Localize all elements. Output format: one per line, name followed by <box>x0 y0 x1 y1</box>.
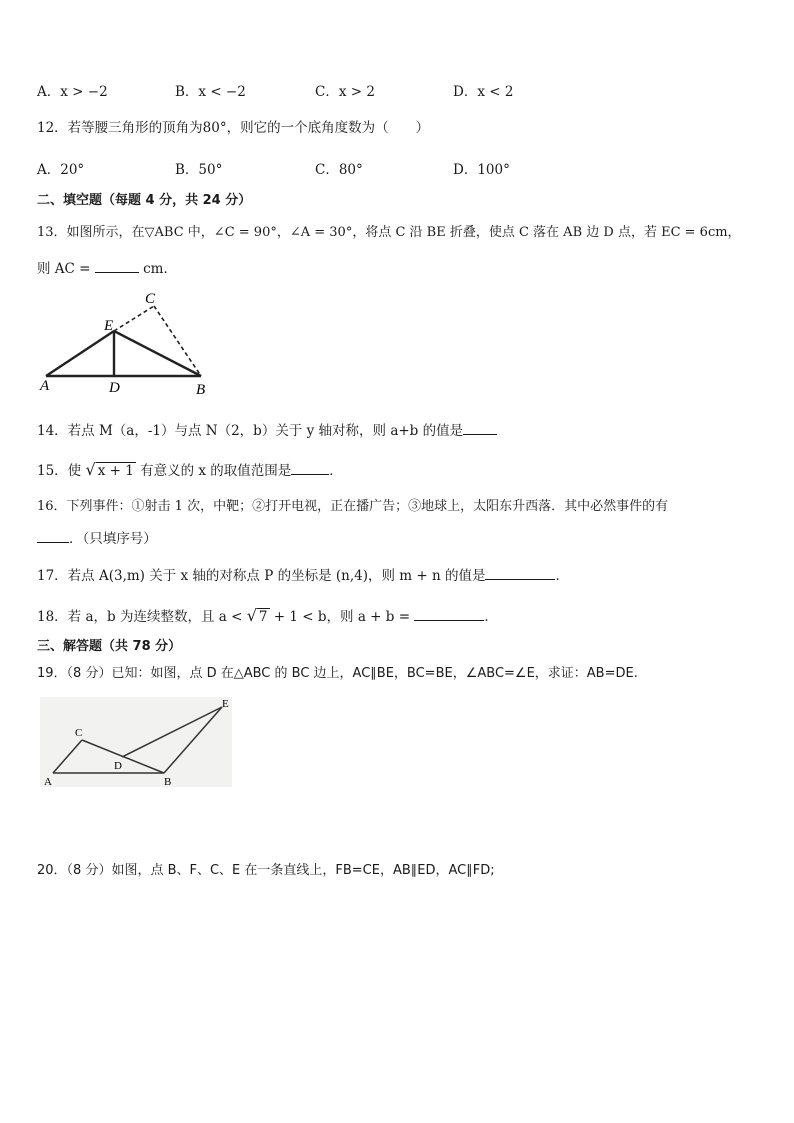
q12-option-b: B．50° <box>175 162 223 178</box>
q19-label-b: B <box>164 776 172 788</box>
q12-option-d: D．100° <box>453 162 510 178</box>
q19-segment-eb <box>164 707 222 773</box>
q18-end: ． <box>484 609 498 625</box>
q16-line1: 16．下列事件：①射击 1 次，中靶；②打开电视，正在播广告；③地球上，太阳东升西落．其中必然事件的有 <box>37 499 669 514</box>
q13-label-b: B <box>196 382 206 398</box>
q15-pre: 15．使 <box>37 463 82 479</box>
radical-sign-icon: √ <box>246 606 257 625</box>
q12-option-c: C．80° <box>315 162 363 178</box>
q15-radicand: x + 1 <box>97 463 134 479</box>
section-solve-title: 三、解答题（共 78 分） <box>37 639 182 654</box>
q14-answer-blank[interactable] <box>463 420 497 435</box>
q16-answer-blank[interactable] <box>37 528 69 543</box>
q18 <box>37 606 498 627</box>
q12-stem: 12．若等腰三角形的顶角为80°，则它的一个底角度数为（ ） <box>37 120 430 136</box>
q12-option-a: A．20° <box>37 162 85 178</box>
q13-segment-eb <box>114 331 201 376</box>
q18-answer-blank[interactable] <box>414 606 484 621</box>
q13-dashed-cb <box>154 306 201 376</box>
q19-label-e: E <box>222 698 229 710</box>
q11-option-c: C．x > 2 <box>315 84 375 100</box>
q19-segment-ac <box>53 740 82 773</box>
radical-sign-icon: √ <box>85 460 96 479</box>
q13-answer-blank[interactable] <box>95 258 139 273</box>
q16-line2-text: ．（只填序号） <box>69 531 157 547</box>
q14-text: 14．若点 M（a，-1）与点 N（2，b）关于 y 轴对称，则 a+b 的值是 <box>37 423 464 439</box>
q13-line1: 13．如图所示，在▽ABC 中，∠C = 90°，∠A = 30°，将点 C 沿 BE 折叠，使点 C 落在 AB 边 D 点，若 EC = 6cm， <box>37 225 741 240</box>
q17-answer-blank[interactable] <box>485 565 555 580</box>
q17-end: ． <box>555 568 569 584</box>
q18-mid: + 1 < b，则 a + b = <box>273 609 411 625</box>
q17 <box>37 565 569 586</box>
q11-option-a: A．x > −2 <box>37 84 108 100</box>
q15-answer-blank[interactable] <box>291 460 329 475</box>
q11-option-d: D．x < 2 <box>453 84 514 100</box>
q15 <box>37 460 343 481</box>
q13-segment-ae <box>46 331 114 376</box>
q13-label-a: A <box>40 378 50 394</box>
q15-post: 有意义的 x 的取值范围是 <box>140 463 292 479</box>
q13-line2 <box>37 258 177 279</box>
q15-end: ． <box>329 463 343 479</box>
q19-segment-de <box>122 707 222 757</box>
q19-triangle-figure <box>40 697 232 789</box>
q19-label-a: A <box>44 776 52 788</box>
q13-label-d: D <box>109 380 120 396</box>
q17-text: 17．若点 A(3,m) 关于 x 轴的对称点 P 的坐标是 (n,4)，则 m + n 的值是 <box>37 568 486 584</box>
section-fill-in-title: 二、填空题（每题 4 分，共 24 分） <box>37 193 252 208</box>
q20-text: 20．（8 分）如图，点 B、F、C、E 在一条直线上，FB=CE，AB∥ED，AC∥FD; <box>37 863 495 878</box>
q13-triangle-figure <box>36 288 226 398</box>
q14 <box>37 420 497 441</box>
q11-option-b: B．x < −2 <box>175 84 246 100</box>
q13-label-c: C <box>145 291 156 307</box>
q13-dashed-ec <box>114 306 154 331</box>
q18-pre: 18．若 a，b 为连续整数，且 a < <box>37 609 243 625</box>
q13-line2-pre: 则 AC = <box>37 261 91 277</box>
q19-label-d: D <box>114 760 122 772</box>
q19-label-c: C <box>75 727 83 739</box>
q18-radicand: 7 <box>258 609 268 625</box>
q16-line2 <box>37 528 157 549</box>
q13-label-e: E <box>104 318 114 334</box>
q13-line2-post: cm． <box>143 261 177 277</box>
q19-text: 19．（8 分）已知：如图，点 D 在△ABC 的 BC 边上，AC∥BE，BC=BE，∠ABC=∠E，求证：AB=DE. <box>37 666 638 681</box>
